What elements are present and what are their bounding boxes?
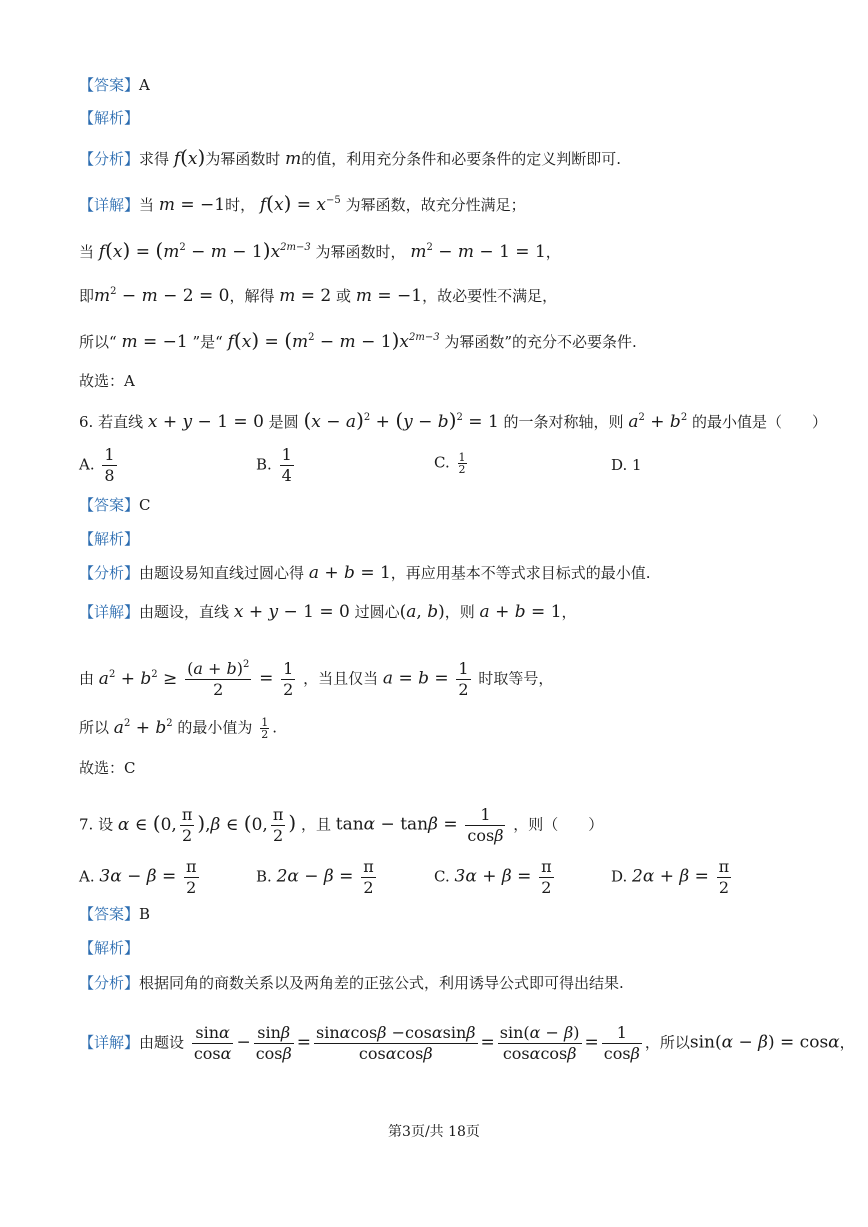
text: 的一条对称轴，则 (503, 413, 624, 431)
text: 当 (79, 243, 95, 261)
detail-tag: 【详解】 (79, 196, 140, 214)
detail-tag: 【详解】 (79, 1033, 140, 1052)
text: 的最小值为 (177, 718, 253, 737)
text: ，解得 (229, 287, 275, 305)
fraction: $\frac{\sin(\alpha - \beta)}{\cos\alpha\cos\beta}$ (499, 1023, 580, 1063)
detail-text: 时， (225, 196, 256, 214)
text: 由题设 (139, 1033, 185, 1052)
q6-option-d (611, 455, 642, 475)
option-value: 1 (632, 456, 642, 474)
answer-value: B (139, 905, 151, 923)
fraction: $\frac{\pi}{2}$ (272, 805, 284, 845)
numerator: 1 (281, 445, 292, 464)
answer-tag: 【答案】 (79, 76, 140, 94)
text: ，故必要性不满足， (422, 287, 558, 305)
option-expr: 2α − β = (276, 866, 354, 887)
math-fx: f(x) (173, 145, 206, 169)
fraction: $\frac{(a + b)^2}{2}$ (187, 659, 250, 699)
q7-explain-tag: 【解析】 (79, 939, 140, 957)
answer-value: C (139, 496, 151, 514)
answer-tag: 【答案】 (79, 496, 140, 514)
option-label: B. (256, 455, 272, 474)
text: 为幂函数”的充分不必要条件. (444, 333, 637, 351)
q7-option-d (611, 858, 734, 897)
fraction (458, 452, 467, 475)
answer-value: A (139, 76, 150, 94)
detail-text: 当 (139, 196, 155, 214)
math-expr: x + y − 1 = 0 (233, 602, 350, 622)
page-footer: 第3页/共 18页 (388, 1124, 480, 1140)
q6-line3: 所以 $a^2 + b^2$ 的最小值为 $\frac{1}{2}$ . (79, 716, 277, 741)
denominator: 2 (458, 463, 466, 476)
text: ，再应用基本不等式求目标式的最小值. (390, 564, 651, 582)
text: ，则（ ） (513, 815, 604, 834)
option-expr: 2α + β = (632, 866, 709, 887)
fraction: $\frac{1}{2}$ (261, 716, 269, 741)
math-expr: ) (288, 810, 297, 835)
option-label: A. (79, 455, 95, 474)
analysis-text: 为幂函数时 (205, 150, 281, 168)
q5-line4 (79, 330, 637, 352)
math-expr: $a^2 + b^2$ (628, 412, 688, 432)
q7-option-b (256, 858, 379, 897)
q5-explain-tag: 【解析】 (79, 109, 140, 127)
option-label: B. (256, 867, 272, 886)
text: ，且 (300, 815, 331, 834)
q6-answer (79, 495, 151, 515)
option-label: C. (434, 867, 450, 886)
math-expr: m = −1 (121, 332, 188, 352)
q6-line2: 由 $a^2 + b^2$ ≥ $\frac{(a + b)^2}{2}$ = $\frac{1}{2}$ ，当且仅当 a = b = $\frac{1}{2}$ 时取等号， (79, 659, 554, 699)
text: 的最小值是（ ） (691, 413, 827, 431)
math-expr: ),β ∈ (0, (197, 810, 268, 835)
math-expr: $(x - a)^2 + (y - b)^2 = 1$ (303, 408, 499, 432)
math-expr: m = −1 (355, 286, 423, 306)
math-expr: $a^2 + b^2$ (113, 717, 173, 738)
math-expr: sin(α − β) = cosα (689, 1032, 840, 1053)
text: 由题设，直线 (139, 603, 230, 621)
text: 根据同角的商数关系以及两角差的正弦公式，利用诱导公式即可得出结果. (139, 974, 624, 992)
math-expr: (a, b) (399, 602, 445, 622)
text: ”是“ (192, 333, 223, 351)
math-expr: $f(x) = (m^2 - m - 1)x^{2m-3}$ (98, 238, 311, 262)
q6-explain-tag: 【解析】 (79, 530, 140, 548)
q5-line2: 当 $f(x) = (m^2 - m - 1)x^{2m-3}$ 为幂函数时， $m^2 - m - 1 = 1$， (79, 238, 561, 262)
q6-stem (79, 410, 827, 432)
math-expr: a + b = 1 (308, 563, 391, 583)
q6-option-b (256, 446, 297, 485)
numerator: 1 (104, 445, 115, 464)
analysis-text: 的值，利用充分条件和必要条件的定义判断即可. (301, 150, 622, 168)
math-expr: m = 2 (279, 286, 332, 306)
q6-option-c (434, 452, 470, 475)
text: 由 (79, 669, 95, 688)
q7-analysis (79, 973, 624, 993)
q5-detail (79, 193, 526, 215)
detail-text: 为幂函数，故充分性满足； (345, 196, 526, 214)
text: 过圆心 (354, 603, 400, 621)
q6-choose: 故选：C (79, 759, 136, 777)
fraction: $\frac{1}{2}$ (283, 659, 294, 699)
text: 7. 设 (79, 815, 114, 834)
analysis-tag: 【分析】 (79, 150, 140, 168)
math-expr: $a^2 + b^2$ ≥ (98, 668, 178, 689)
q5-line3 (79, 286, 557, 306)
q7-option-c (434, 858, 557, 897)
fraction: $\frac{\pi}{2}$ (186, 857, 197, 897)
math-expr: $f(x) = x^{-5}$ (259, 191, 341, 215)
fraction: $\frac{\sin\alpha}{\cos\alpha}$ (193, 1023, 232, 1063)
fraction: $\frac{\pi}{2}$ (363, 857, 374, 897)
analysis-tag: 【分析】 (79, 974, 140, 992)
text: 所以“ (79, 333, 117, 351)
q6-option-a (79, 446, 120, 485)
q6-analysis (79, 563, 651, 583)
q6-detail: 【详解】由题设，直线 x + y − 1 = 0 过圆心(a, b)，则 a + b = 1， (79, 602, 577, 622)
text: 时取等号， (478, 669, 554, 688)
text: 或 (336, 287, 352, 305)
fraction: $\frac{\pi}{2}$ (181, 805, 193, 845)
math-expr: x + y − 1 = 0 (147, 412, 264, 432)
answer-tag: 【答案】 (79, 905, 140, 923)
denominator: 8 (104, 466, 115, 485)
analysis-text: 求得 (139, 150, 170, 168)
math-expr: $m^2 - m - 1 = 1$ (410, 242, 546, 262)
fraction: $\frac{\pi}{2}$ (718, 857, 730, 897)
text: 6. 若直线 (79, 413, 144, 431)
numerator: 1 (458, 451, 466, 464)
analysis-tag: 【分析】 (79, 564, 140, 582)
math-expr: $f(x) = (m^2 - m - 1)x^{2m-3}$ (227, 328, 440, 352)
q7-answer (79, 904, 150, 924)
detail-tag: 【详解】 (79, 603, 140, 621)
text: ，所以 (644, 1033, 690, 1052)
option-expr: 3α − β = (99, 866, 177, 887)
text: ，当且仅当 (303, 669, 379, 688)
option-label: C. (434, 453, 450, 472)
fraction (102, 446, 116, 485)
fraction: $\frac{\sin\alpha\cos\beta -\cos\alpha\sin\beta}{\cos\alpha\cos\beta}$ (316, 1023, 476, 1063)
option-label: D. (611, 456, 628, 474)
option-expr: 3α + β = (454, 866, 532, 887)
q7-detail: 【详解】由题设 $\frac{\sin\alpha}{\cos\alpha}$ − $\frac{\sin\beta}{\cos\beta}$ = $\frac{\sin\alpha\cos\beta -\cos\alpha\sin\beta}{\cos\alpha\cos\beta}$ = $\frac{\sin(\alpha - \beta)}{\cos\alpha\cos\beta}$ = $\frac{1}{\cos\beta}$ ，所以sin(α − β) = cosα， (79, 1023, 855, 1063)
denominator: 4 (281, 466, 292, 485)
fraction (280, 446, 294, 485)
math-m: m (285, 149, 302, 169)
text: 为幂函数时， (315, 243, 406, 261)
math-expr: $m^2 - m - 2 = 0$ (94, 286, 230, 306)
math-expr: a + b = 1 (479, 602, 562, 622)
text: 是圆 (268, 413, 299, 431)
fraction: $\frac{1}{\cos\beta}$ (467, 805, 504, 845)
q5-choose: 故选：A (79, 372, 135, 390)
math-expr: m = −1 (158, 195, 226, 215)
fraction: $\frac{\pi}{2}$ (541, 857, 552, 897)
option-label: D. (611, 867, 628, 886)
option-label: A. (79, 867, 95, 886)
fraction: $\frac{1}{2}$ (458, 659, 469, 699)
q7-option-a (79, 858, 202, 897)
q5-answer (79, 75, 150, 95)
q7-stem (79, 806, 603, 845)
text: 即 (79, 287, 95, 305)
math-expr: a = b = (382, 668, 449, 689)
math-expr: α ∈ (0, (117, 810, 177, 835)
q5-analysis (79, 147, 621, 169)
text: 所以 (79, 718, 110, 737)
text: 由题设易知直线过圆心得 (139, 564, 305, 582)
math-expr: tanα − tanβ = (335, 814, 458, 835)
text: ，则 (444, 603, 475, 621)
fraction: $\frac{1}{\cos\beta}$ (603, 1023, 640, 1063)
fraction: $\frac{\sin\beta}{\cos\beta}$ (255, 1023, 292, 1063)
